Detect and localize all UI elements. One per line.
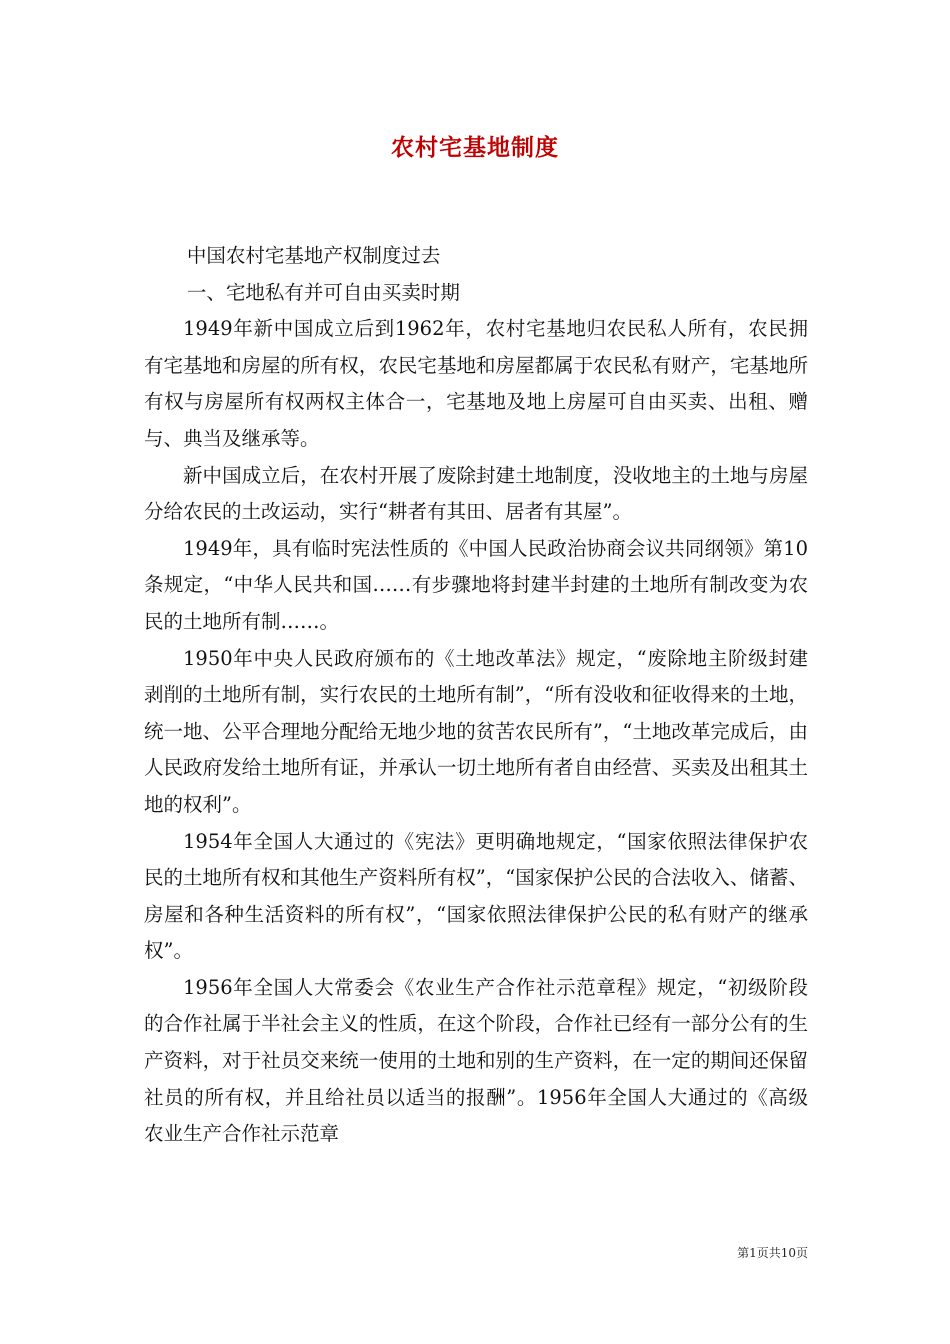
paragraph: 1949年新中国成立后到1962年，农村宅基地归农民私人所有，农民拥有宅基地和房屋的所有权，农民宅基地和房屋都属于农民私有财产，宅基地所有权与房屋所有权两权主体合一，宅基地及地上房屋可自由买卖、出租、赠与、典当及继承等。 <box>144 317 808 450</box>
document-title: 农村宅基地制度 <box>391 135 559 161</box>
section-heading-sub: 一、宅地私有并可自由买卖时期 <box>186 280 460 304</box>
paragraph: 1956年全国人大常委会《农业生产合作社示范章程》规定，“初级阶段的合作社属于半社会主义的性质，在这个阶段，合作社已经有一部分公有的生产资料，对于社员交来统一使用的土地和别的生产资料，在一定的期间还保留社员的所有权，并且给社员以适当的报酬”。1956年全国人大通过的《高级农业生产合作社示范章 <box>144 975 808 1146</box>
paragraph: 1950年中央人民政府颁布的《土地改革法》规定，“废除地主阶级封建剥削的土地所有制，实行农民的土地所有制”，“所有没收和征收得来的土地，统一地、公平合理地分配给无地少地的贫苦农民所有”，“土地改革完成后，由人民政府发给土地所有证，并承认一切土地所有者自由经营、买卖及出租其土地的权利”。 <box>144 646 808 816</box>
paragraph: 1949年，具有临时宪法性质的《中国人民政治协商会议共同纲领》第10条规定，“中华人民共和国……有步骤地将封建半封建的土地所有制改变为农民的土地所有制……。 <box>144 536 808 633</box>
document-body <box>144 238 808 1153</box>
paragraph: 1954年全国人大通过的《宪法》更明确地规定，“国家依照法律保护农民的土地所有权和其他生产资料所有权”，“国家保护公民的合法收入、储蓄、房屋和各种生活资料的所有权”，“国家依照法律保护公民的私有财产的继承权”。 <box>144 829 808 963</box>
section-heading-main: 中国农村宅基地产权制度过去 <box>186 244 441 267</box>
paragraph: 新中国成立后，在农村开展了废除封建土地制度，没收地主的土地与房屋分给农民的土改运动，实行“耕者有其田、居者有其屋”。 <box>144 463 808 524</box>
page-number: 第1页共10页 <box>737 1246 808 1260</box>
